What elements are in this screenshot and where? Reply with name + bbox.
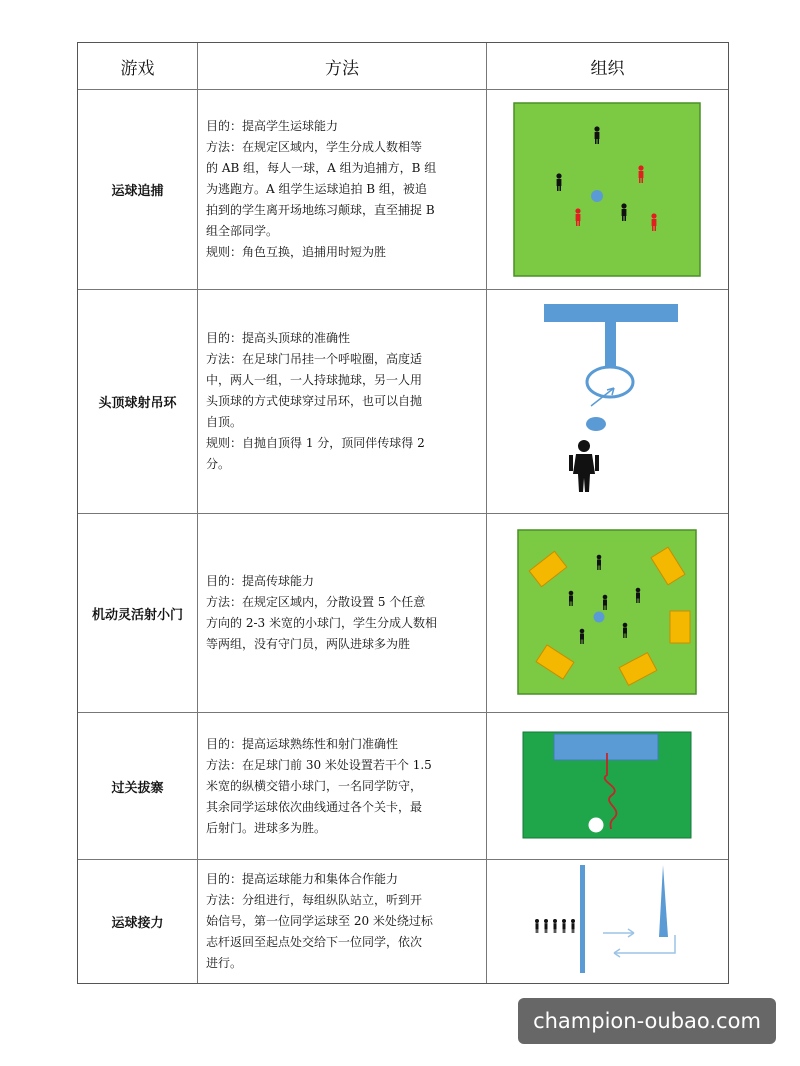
game-name: 过关拔寨: [111, 780, 164, 796]
arrow-return: [614, 935, 675, 953]
method-line: 目的：提高运球熟练性和射门准确性: [206, 736, 399, 751]
field: [514, 103, 700, 276]
method-line: 的 AB 组，每人一球，A 组为追捕方，B 组: [206, 161, 437, 175]
game-name: 运球接力: [111, 916, 164, 931]
method-line: 分。: [206, 457, 231, 471]
ball: [593, 612, 604, 623]
method-line: 规则：自抛自顶得 1 分，顶同伴传球得 2: [206, 436, 425, 450]
method-line: 头顶球的方式使球穿过吊环，也可以自抛: [206, 394, 423, 408]
method-text: [198, 328, 431, 475]
player-line: [535, 919, 575, 933]
header-row: [78, 43, 728, 89]
method-line: 目的：提高学生运球能力: [206, 119, 339, 133]
method-line: 目的：提高头顶球的准确性: [206, 331, 351, 345]
hanger-post: [605, 322, 616, 366]
table-row: [78, 513, 728, 712]
ball: [591, 190, 603, 202]
method-line: 志杆返回至起点处交给下一位同学，依次: [206, 935, 423, 949]
method-line: 始信号，第一位同学运球至 20 米处绕过标: [206, 914, 433, 928]
table-row: [78, 89, 728, 289]
table-row: [78, 712, 728, 859]
small-goals-diagram: [517, 529, 699, 697]
method-line: 方法：分组进行，每组纵队站立，听到开: [206, 893, 423, 907]
method-line: 目的：提高传球能力: [206, 574, 315, 588]
checkpoint-diagram: [522, 731, 694, 841]
chase-diagram: [513, 102, 703, 278]
ball: [588, 818, 603, 833]
method-text: [198, 869, 439, 974]
method-line: 自顶。: [206, 415, 243, 429]
method-line: 方法：在规定区域内，分散设置 5 个任意: [206, 595, 426, 609]
method-text: [198, 116, 442, 263]
method-text: [198, 734, 438, 839]
method-line: 方法：在足球门前 30 米处设置若干个 1.5: [206, 757, 432, 772]
method-line: 方向的 2-3 米宽的小球门，学生分成人数相: [206, 616, 437, 630]
method-line: 后射门。进球多为胜。: [206, 820, 327, 835]
game-name: 头顶球射吊环: [98, 396, 177, 411]
method-line: 规则：角色互换，追捕用时短为胜: [206, 245, 387, 259]
person-icon: [569, 440, 599, 492]
goal-crossbar: [544, 304, 678, 322]
table-row: [78, 859, 728, 983]
drill-table: [77, 42, 729, 984]
method-text: [198, 571, 443, 655]
method-line: 目的：提高运球能力和集体合作能力: [206, 872, 399, 886]
header-method: 方法: [198, 43, 487, 89]
method-line: 方法：在规定区域内，学生分成人数相等: [206, 140, 423, 154]
header-organization: 组织: [590, 58, 625, 79]
marker-pole: [659, 865, 668, 937]
game-name: 运球追捕: [111, 184, 164, 199]
goal: [554, 734, 658, 760]
method-line: 米宽的纵横交错小球门，一名同学防守，: [206, 778, 423, 793]
method-line: 为逃跑方。A 组学生运球追拍 B 组，被追: [206, 182, 427, 196]
method-line: 组全部同学。: [206, 224, 279, 238]
method-line: 其余同学运球依次曲线通过各个关卡，最: [206, 799, 423, 814]
ball: [586, 417, 606, 431]
small-goal: [670, 611, 690, 643]
method-line: 等两组，没有守门员，两队进球多为胜: [206, 637, 411, 651]
start-line: [580, 865, 585, 973]
method-line: 方法：在足球门吊挂一个呼啦圈，高度适: [206, 352, 423, 366]
header-game: 游戏: [78, 43, 198, 89]
table-row: [78, 289, 728, 513]
method-line: 拍到的学生离开场地练习颠球，直至捕捉 B: [206, 203, 435, 217]
header-hoop-diagram: [513, 302, 703, 502]
hoop: [587, 367, 633, 397]
relay-diagram: [508, 863, 708, 981]
watermark: champion-oubao.com: [518, 998, 776, 1044]
method-line: 中，两人一组，一人持球抛球，另一人用: [206, 373, 423, 387]
game-name: 机动灵活射小门: [91, 607, 183, 623]
method-line: 进行。: [206, 956, 243, 970]
